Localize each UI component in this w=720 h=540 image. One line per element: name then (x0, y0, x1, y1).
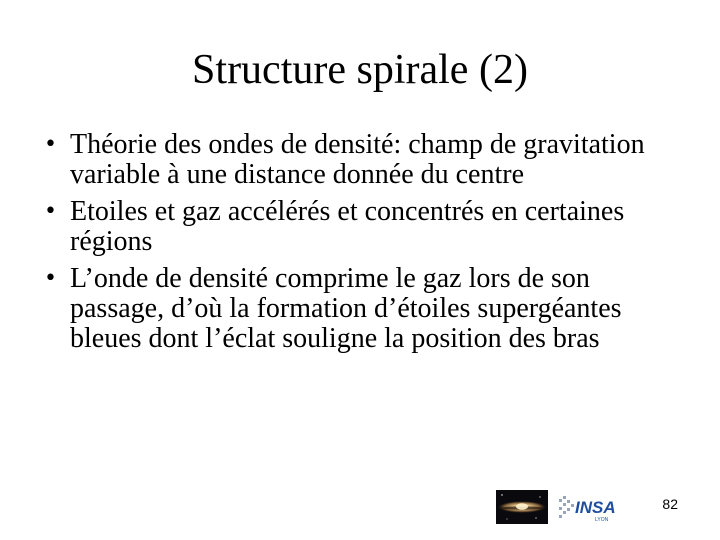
bullet-list (44, 130, 684, 361)
page-number: 82 (662, 496, 678, 512)
bullet-text: Théorie des ondes de densité: champ de gravitation variable à une distance donnée du centre (70, 129, 645, 190)
insa-logo (558, 490, 620, 524)
bullet-item-2 (44, 197, 684, 257)
bullet-icon: • (44, 199, 57, 224)
bullet-item-1 (44, 130, 684, 190)
galaxy-image (496, 490, 548, 524)
bullet-icon: • (44, 266, 57, 291)
insa-logo-subtext: LYON (595, 517, 609, 523)
bullet-icon: • (44, 132, 57, 157)
insa-logo-text: INSA (575, 498, 616, 517)
footer-logos (496, 490, 620, 524)
bullet-text: Etoiles et gaz accélérés et concentrés en certaines régions (70, 196, 625, 257)
bullet-text: L’onde de densité comprime le gaz lors de son passage, d’où la formation d’étoiles supergéantes bleues dont l’éclat souligne la position des bras (70, 263, 622, 354)
bullet-item-3 (44, 264, 684, 354)
slide-title: Structure spirale (2) (192, 47, 528, 93)
